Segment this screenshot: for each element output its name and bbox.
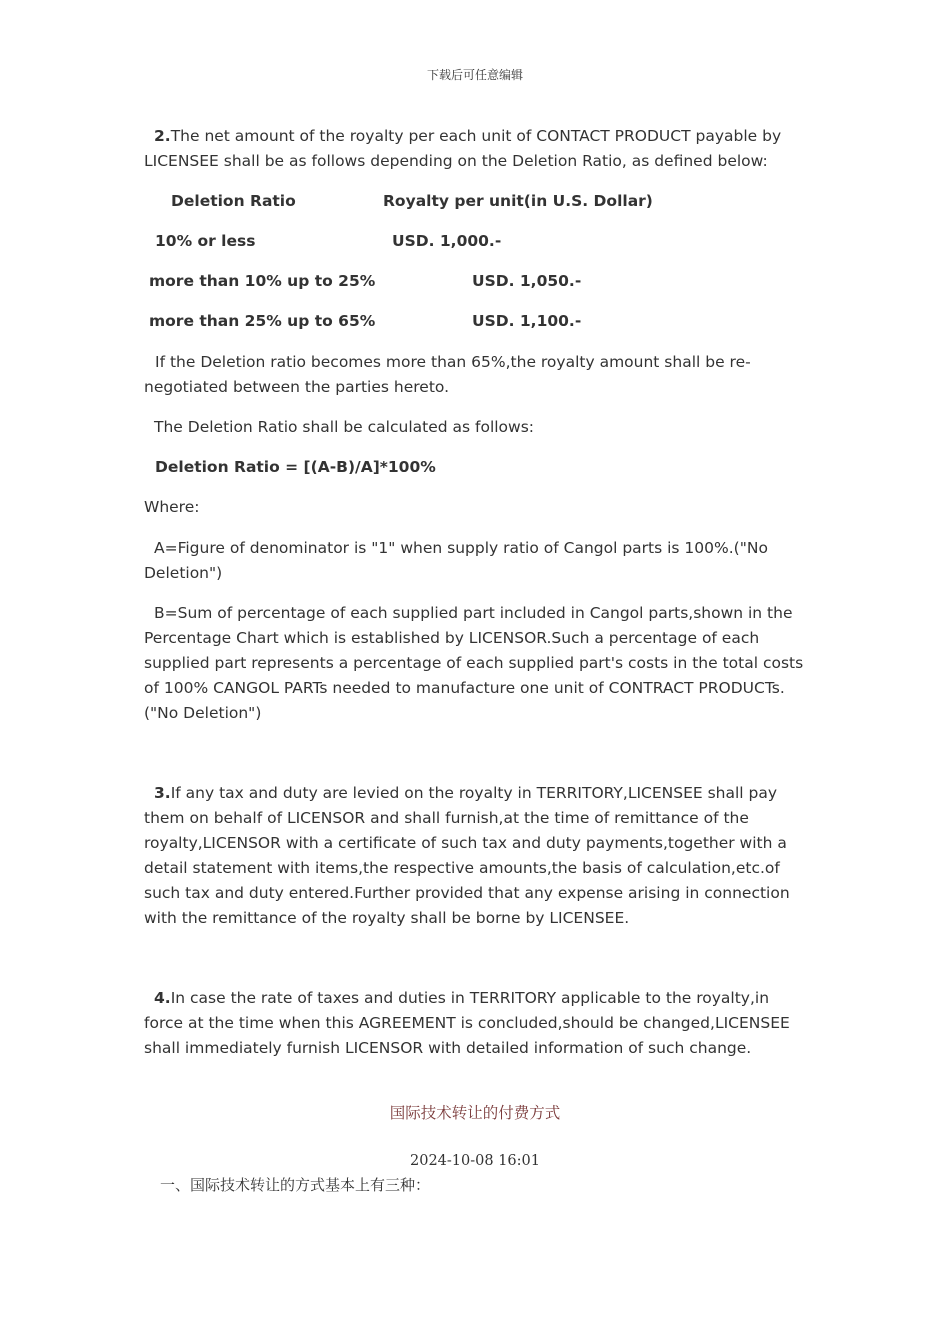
- table-row-2-royalty: USD. 1,050.-: [472, 272, 582, 290]
- clause-2-number: 2.: [154, 127, 171, 145]
- clause-3-text: If any tax and duty are levied on the royalty in TERRITORY,LICENSEE shall pay them on behalf of LICENSOR and shall furnish,at the time of remittance of the royalty,LICENSOR with a certificate of such tax and duty payments,together with a detail statement with items,the respective amounts,the basis of calculation,etc.of such tax and duty entered.Further provided that any expense arising in connection with the remittance of the royalty shall be borne by LICENSEE.: [144, 784, 790, 927]
- clause-3-number: 3.: [154, 784, 171, 802]
- table-header-ratio: Deletion Ratio: [171, 192, 296, 210]
- article-date: 2024-10-08 16:01: [410, 1153, 540, 1169]
- table-header-royalty: Royalty per unit(in U.S. Dollar): [383, 192, 653, 210]
- article-title: 国际技术转让的付费方式: [389, 1104, 561, 1122]
- page-header-note: 下载后可任意编辑: [426, 68, 523, 82]
- definition-a: A=Figure of denominator is "1" when supply ratio of Cangol parts is 100%.("No Deletion"): [144, 539, 768, 582]
- renegotiation-paragraph: If the Deletion ratio becomes more than 65%,the royalty amount shall be re-negotiated between the parties hereto.: [144, 353, 751, 396]
- table-row-3-ratio: more than 25% up to 65%: [149, 312, 376, 330]
- where-label: Where:: [144, 498, 200, 516]
- table-row-1-ratio: 10% or less: [155, 232, 256, 250]
- clause-4-paragraph: [144, 986, 810, 1061]
- definition-b: B=Sum of percentage of each supplied part included in Cangol parts,shown in the Percentage Chart which is established by LICENSOR.Such a percentage of each supplied part represents a percentage of each supplied part's costs in the total costs of 100% CANGOL PARTs needed to manufacture one unit of CONTRACT PRODUCTs.("No Deletion"): [144, 604, 804, 722]
- clause-4-number: 4.: [154, 989, 171, 1007]
- article-first-line: 一、国际技术转让的方式基本上有三种：: [160, 1176, 431, 1194]
- table-row-2-ratio: more than 10% up to 25%: [149, 272, 376, 290]
- calculation-intro: The Deletion Ratio shall be calculated as follows:: [154, 418, 535, 436]
- table-row-1-royalty: USD. 1,000.-: [392, 232, 502, 250]
- clause-4-text: In case the rate of taxes and duties in TERRITORY applicable to the royalty,in force at the time when this AGREEMENT is concluded,should be changed,LICENSEE shall immediately furnish LICENSOR with detailed information of such change.: [144, 989, 790, 1057]
- clause-3-paragraph: [144, 781, 810, 931]
- clause-2-paragraph: [144, 124, 810, 174]
- deletion-ratio-formula: Deletion Ratio = [(A-B)/A]*100%: [155, 458, 436, 476]
- table-row-3-royalty: USD. 1,100.-: [472, 312, 582, 330]
- clause-2-text: The net amount of the royalty per each unit of CONTACT PRODUCT payable by LICENSEE shall be as follows depending on the Deletion Ratio, as defined below:: [144, 127, 782, 170]
